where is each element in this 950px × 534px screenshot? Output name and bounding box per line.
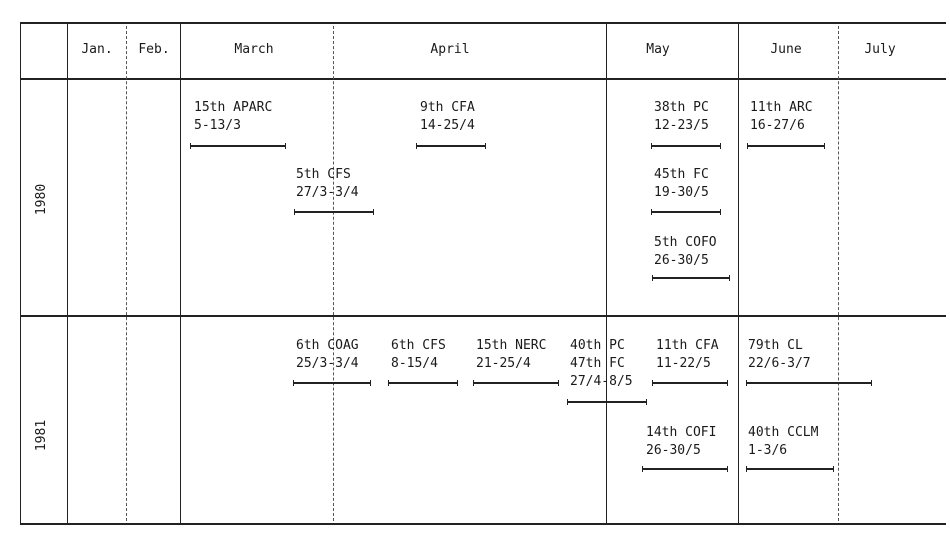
month-may: May xyxy=(646,42,670,57)
month-divider-march-april xyxy=(333,26,334,521)
month-jan: Jan. xyxy=(81,42,113,57)
session-dates: 25/3-3/4 xyxy=(296,356,359,371)
session-dates: 27/4-8/5 xyxy=(570,374,633,389)
year-divider xyxy=(20,315,946,317)
session-15th-nerc xyxy=(476,337,546,373)
session-duration-bar xyxy=(746,468,834,470)
session-40th-pc-47th-fc xyxy=(570,337,633,391)
session-dates: 5-13/3 xyxy=(194,118,241,133)
session-duration-bar xyxy=(651,145,721,147)
session-5th-cfs xyxy=(296,166,359,202)
session-name: 15th APARC xyxy=(194,100,273,115)
session-duration-bar xyxy=(746,382,872,384)
session-45th-fc xyxy=(654,166,709,202)
session-duration-bar xyxy=(190,145,286,147)
session-name: 14th COFI xyxy=(646,425,717,440)
session-dates: 22/6-3/7 xyxy=(748,356,811,371)
session-11th-cfa xyxy=(656,337,719,373)
session-dates: 1-3/6 xyxy=(748,443,788,458)
session-name: 6th CFS xyxy=(391,338,446,353)
session-dates: 11-22/5 xyxy=(656,356,711,371)
year-1980: 1980 xyxy=(34,183,50,216)
session-duration-bar xyxy=(651,211,721,213)
session-name: 11th CFA xyxy=(656,338,719,353)
session-name: 40th CCLM xyxy=(748,425,819,440)
month-divider-may-june xyxy=(738,22,739,525)
month-july: July xyxy=(864,42,896,57)
session-15th-aparc xyxy=(194,99,272,135)
month-divider-june-july xyxy=(838,26,839,521)
year-column-divider xyxy=(67,22,68,525)
session-name: 11th ARC xyxy=(750,100,813,115)
session-11th-arc xyxy=(750,99,813,135)
session-name: 5th COFO xyxy=(654,235,717,250)
session-dates: 14-25/4 xyxy=(420,118,475,133)
month-divider-april-may xyxy=(606,22,607,525)
session-38th-pc xyxy=(654,99,709,135)
session-duration-bar xyxy=(416,145,486,147)
session-name: 45th FC xyxy=(654,167,709,182)
session-5th-cofo xyxy=(654,234,717,270)
session-dates: 27/3-3/4 xyxy=(296,185,359,200)
month-feb: Feb. xyxy=(138,42,170,57)
session-duration-bar xyxy=(642,468,728,470)
frame-left xyxy=(20,22,21,525)
session-duration-bar xyxy=(294,211,374,213)
session-dates: 21-25/4 xyxy=(476,356,531,371)
session-name-secondary: 47th FC xyxy=(570,356,625,371)
session-dates: 26-30/5 xyxy=(654,253,709,268)
year-1981: 1981 xyxy=(34,419,50,452)
session-duration-bar xyxy=(747,145,825,147)
session-6th-coag xyxy=(296,337,359,373)
month-april: April xyxy=(430,42,470,57)
session-14th-cofi xyxy=(646,424,716,460)
session-name: 79th CL xyxy=(748,338,803,353)
session-name: 9th CFA xyxy=(420,100,475,115)
month-march: March xyxy=(234,42,274,57)
session-duration-bar xyxy=(473,382,559,384)
month-divider-feb-march xyxy=(180,22,181,525)
session-9th-cfa xyxy=(420,99,475,135)
session-79th-cl xyxy=(748,337,811,373)
session-40th-cclm xyxy=(748,424,818,460)
session-6th-cfs xyxy=(391,337,446,373)
session-dates: 26-30/5 xyxy=(646,443,701,458)
month-june: June xyxy=(770,42,802,57)
session-name: 38th PC xyxy=(654,100,709,115)
session-name: 40th PC xyxy=(570,338,625,353)
session-name: 15th NERC xyxy=(476,338,547,353)
session-dates: 16-27/6 xyxy=(750,118,805,133)
month-divider-jan-feb xyxy=(126,26,127,521)
session-duration-bar xyxy=(293,382,371,384)
session-dates: 12-23/5 xyxy=(654,118,709,133)
session-duration-bar xyxy=(388,382,458,384)
session-name: 6th COAG xyxy=(296,338,359,353)
header-divider xyxy=(20,78,946,80)
session-dates: 8-15/4 xyxy=(391,356,438,371)
frame-top xyxy=(20,22,946,24)
session-name: 5th CFS xyxy=(296,167,351,182)
session-duration-bar xyxy=(567,401,647,403)
session-duration-bar xyxy=(652,277,730,279)
session-duration-bar xyxy=(652,382,728,384)
frame-bottom xyxy=(20,523,946,525)
session-dates: 19-30/5 xyxy=(654,185,709,200)
